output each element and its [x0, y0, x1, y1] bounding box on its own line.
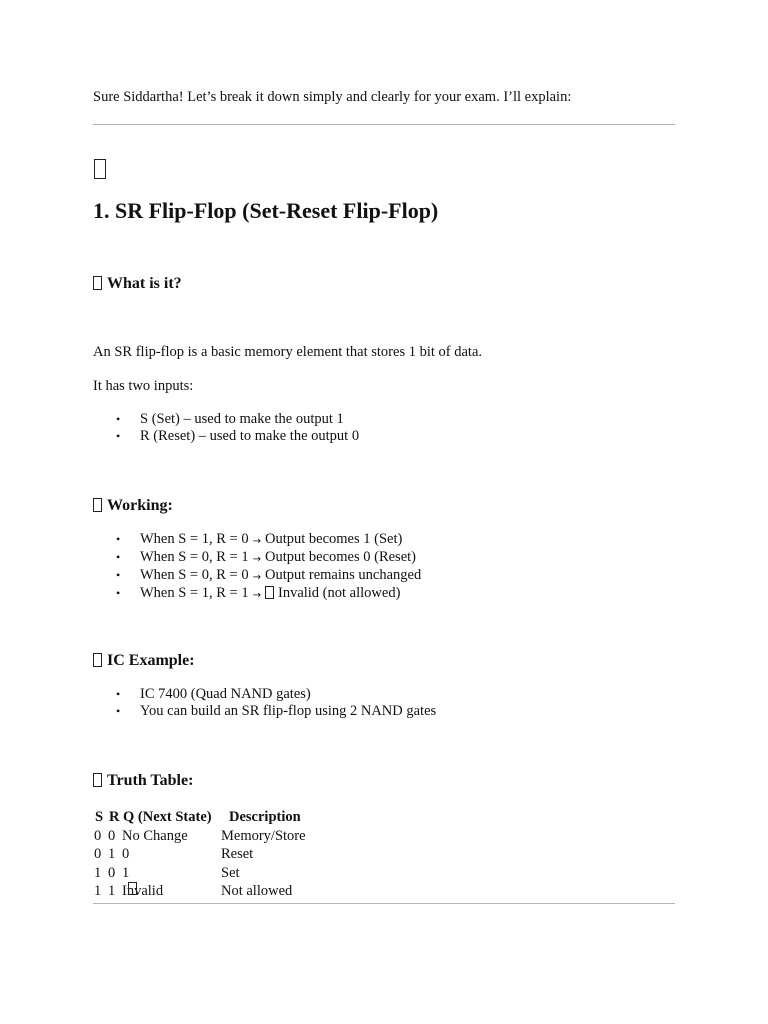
table-cell: Memory/Store [221, 827, 306, 844]
table-cell: 0 [94, 827, 102, 844]
table-cell: Reset [221, 846, 254, 862]
intro-text: Sure Siddartha! Let’s break it down simply and clearly for your exam. I’ll explain: [93, 89, 572, 105]
list-item [93, 567, 421, 585]
table-cell: 1 [94, 883, 102, 899]
working-condition: When S = 0, R = 0 [140, 567, 249, 583]
missing-glyph-icon [128, 882, 137, 895]
list-item: • S (Set) – used to make the output 1 [93, 411, 359, 428]
right-arrow-icon: → [252, 590, 261, 601]
heading-what-is-it-text: What is it? [107, 275, 182, 292]
right-arrow-icon: → [252, 554, 261, 565]
list-item: • You can build an SR flip-flop using 2 NAND gates [93, 703, 436, 720]
missing-glyph-icon [93, 653, 102, 667]
right-arrow-icon: → [252, 572, 261, 583]
table-cell: 1 [94, 864, 102, 881]
working-condition: When S = 1, R = 0 [140, 531, 249, 547]
working-result: Output becomes 0 (Reset) [264, 549, 416, 565]
table-cell: Not allowed [221, 883, 293, 899]
table-cell: 1 [108, 846, 116, 862]
what-paragraph-2: It has two inputs: [93, 378, 194, 394]
heading-truth-table-text: Truth Table: [107, 772, 194, 789]
table-cell: Set [221, 864, 240, 881]
inputs-list [93, 411, 359, 445]
table-header-cell: R [109, 809, 120, 825]
missing-glyph-icon [93, 276, 102, 290]
missing-glyph-icon [265, 586, 274, 599]
table-cell: 1 [122, 864, 130, 881]
table-cell: No Change [122, 827, 188, 844]
what-paragraph-1: An SR flip-flop is a basic memory element that stores 1 bit of data. [93, 344, 483, 360]
heading-working [93, 496, 173, 516]
table-header-cell: S [95, 809, 104, 825]
missing-glyph-icon [93, 773, 102, 787]
table-cell: 0 [108, 827, 116, 844]
working-result: Output remains unchanged [264, 567, 422, 583]
table-cell: 1 [108, 883, 116, 899]
working-result: Invalid (not allowed) [277, 585, 401, 601]
heading-ic-example-text: IC Example: [107, 652, 195, 669]
table-header-cell: Description [229, 809, 301, 825]
heading-working-text: Working: [107, 497, 173, 514]
table-cell: 0 [122, 846, 130, 862]
heading-ic-example [93, 651, 195, 671]
list-item: • IC 7400 (Quad NAND gates) [93, 686, 436, 703]
heading-what-is-it [93, 274, 182, 294]
working-result: Output becomes 1 (Set) [264, 531, 403, 547]
list-item: • R (Reset) – used to make the output 0 [93, 428, 359, 445]
working-condition: When S = 1, R = 1 [140, 585, 249, 601]
working-list [93, 531, 421, 603]
right-arrow-icon: → [252, 536, 261, 547]
ic-example-list [93, 686, 436, 720]
list-item [93, 549, 421, 567]
table-cell-text: Invalid [122, 883, 164, 899]
working-condition: When S = 0, R = 1 [140, 549, 249, 565]
table-cell: 0 [94, 846, 102, 862]
list-item [93, 585, 421, 603]
missing-glyph-icon [93, 498, 102, 512]
table-cell: 0 [108, 864, 116, 881]
table-header-cell: Q (Next State) [123, 809, 212, 825]
missing-glyph-icon [94, 159, 106, 179]
list-item [93, 531, 421, 549]
section-title: 1. SR Flip-Flop (Set-Reset Flip-Flop) [93, 198, 439, 223]
divider-top [93, 124, 675, 125]
heading-truth-table [93, 771, 193, 791]
divider-bottom [93, 903, 675, 904]
